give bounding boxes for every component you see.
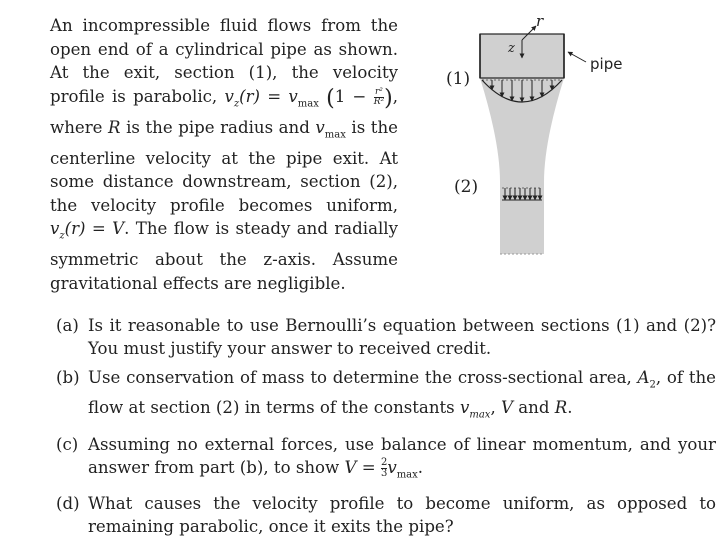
fluid-jet — [480, 78, 564, 254]
z-label: z — [508, 41, 515, 56]
section-1-label: (1) — [446, 69, 471, 89]
question-parts — [56, 314, 716, 544]
part-b: (b) Use conservation of mass to determine the cross-sectional area, $A_2$, of the flow at section (2) in terms of the constants $v_{max}$, V and R. — [56, 368, 716, 421]
pipe-flow-svg — [440, 12, 640, 262]
part-a: (a) Is it reasonable to use Bernoulli’s equation between sections (1) and (2)? You must justify your answer to received credit. — [56, 316, 716, 358]
part-d: (d) What causes the velocity profile to become uniform, as opposed to remaining parabolic, once it exits the pipe? — [56, 493, 716, 536]
problem-statement: An incompressible fluid flows from the open end of a cylindrical pipe as shown. At the exit, section (1), the velocity profile is parabolic, $v_z(r) = v_{max}$ (1 − $\frac{\text{r²}}{\text{R²}}$ ), where R is the pipe radius and $v_{max}$ is the centerline velocity at the pipe exit. At some distance downstream, section (2), the velocity profile becomes uniform, $v_z(r) = V$. The flow is steady and radially symmetric about the z-axis. Assume gravitational effects are negligible. — [50, 16, 398, 293]
pipe-flow-diagram — [440, 12, 640, 262]
pipe-leader — [568, 52, 586, 62]
section-2-label: (2) — [454, 177, 479, 197]
pipe-label: pipe — [590, 55, 623, 73]
part-c: (c) Assuming no external forces, use balance of linear momentum, and your answer from part (b), to show V = $\frac{2}{3}v_{max}$. — [56, 434, 716, 480]
r-label: r — [536, 12, 544, 30]
fraction-two-thirds: $\frac{2}{3}$ — [380, 456, 388, 479]
fraction-r2-over-R2: $\frac{\text{r²}}{\text{R²}}$ — [373, 86, 385, 107]
